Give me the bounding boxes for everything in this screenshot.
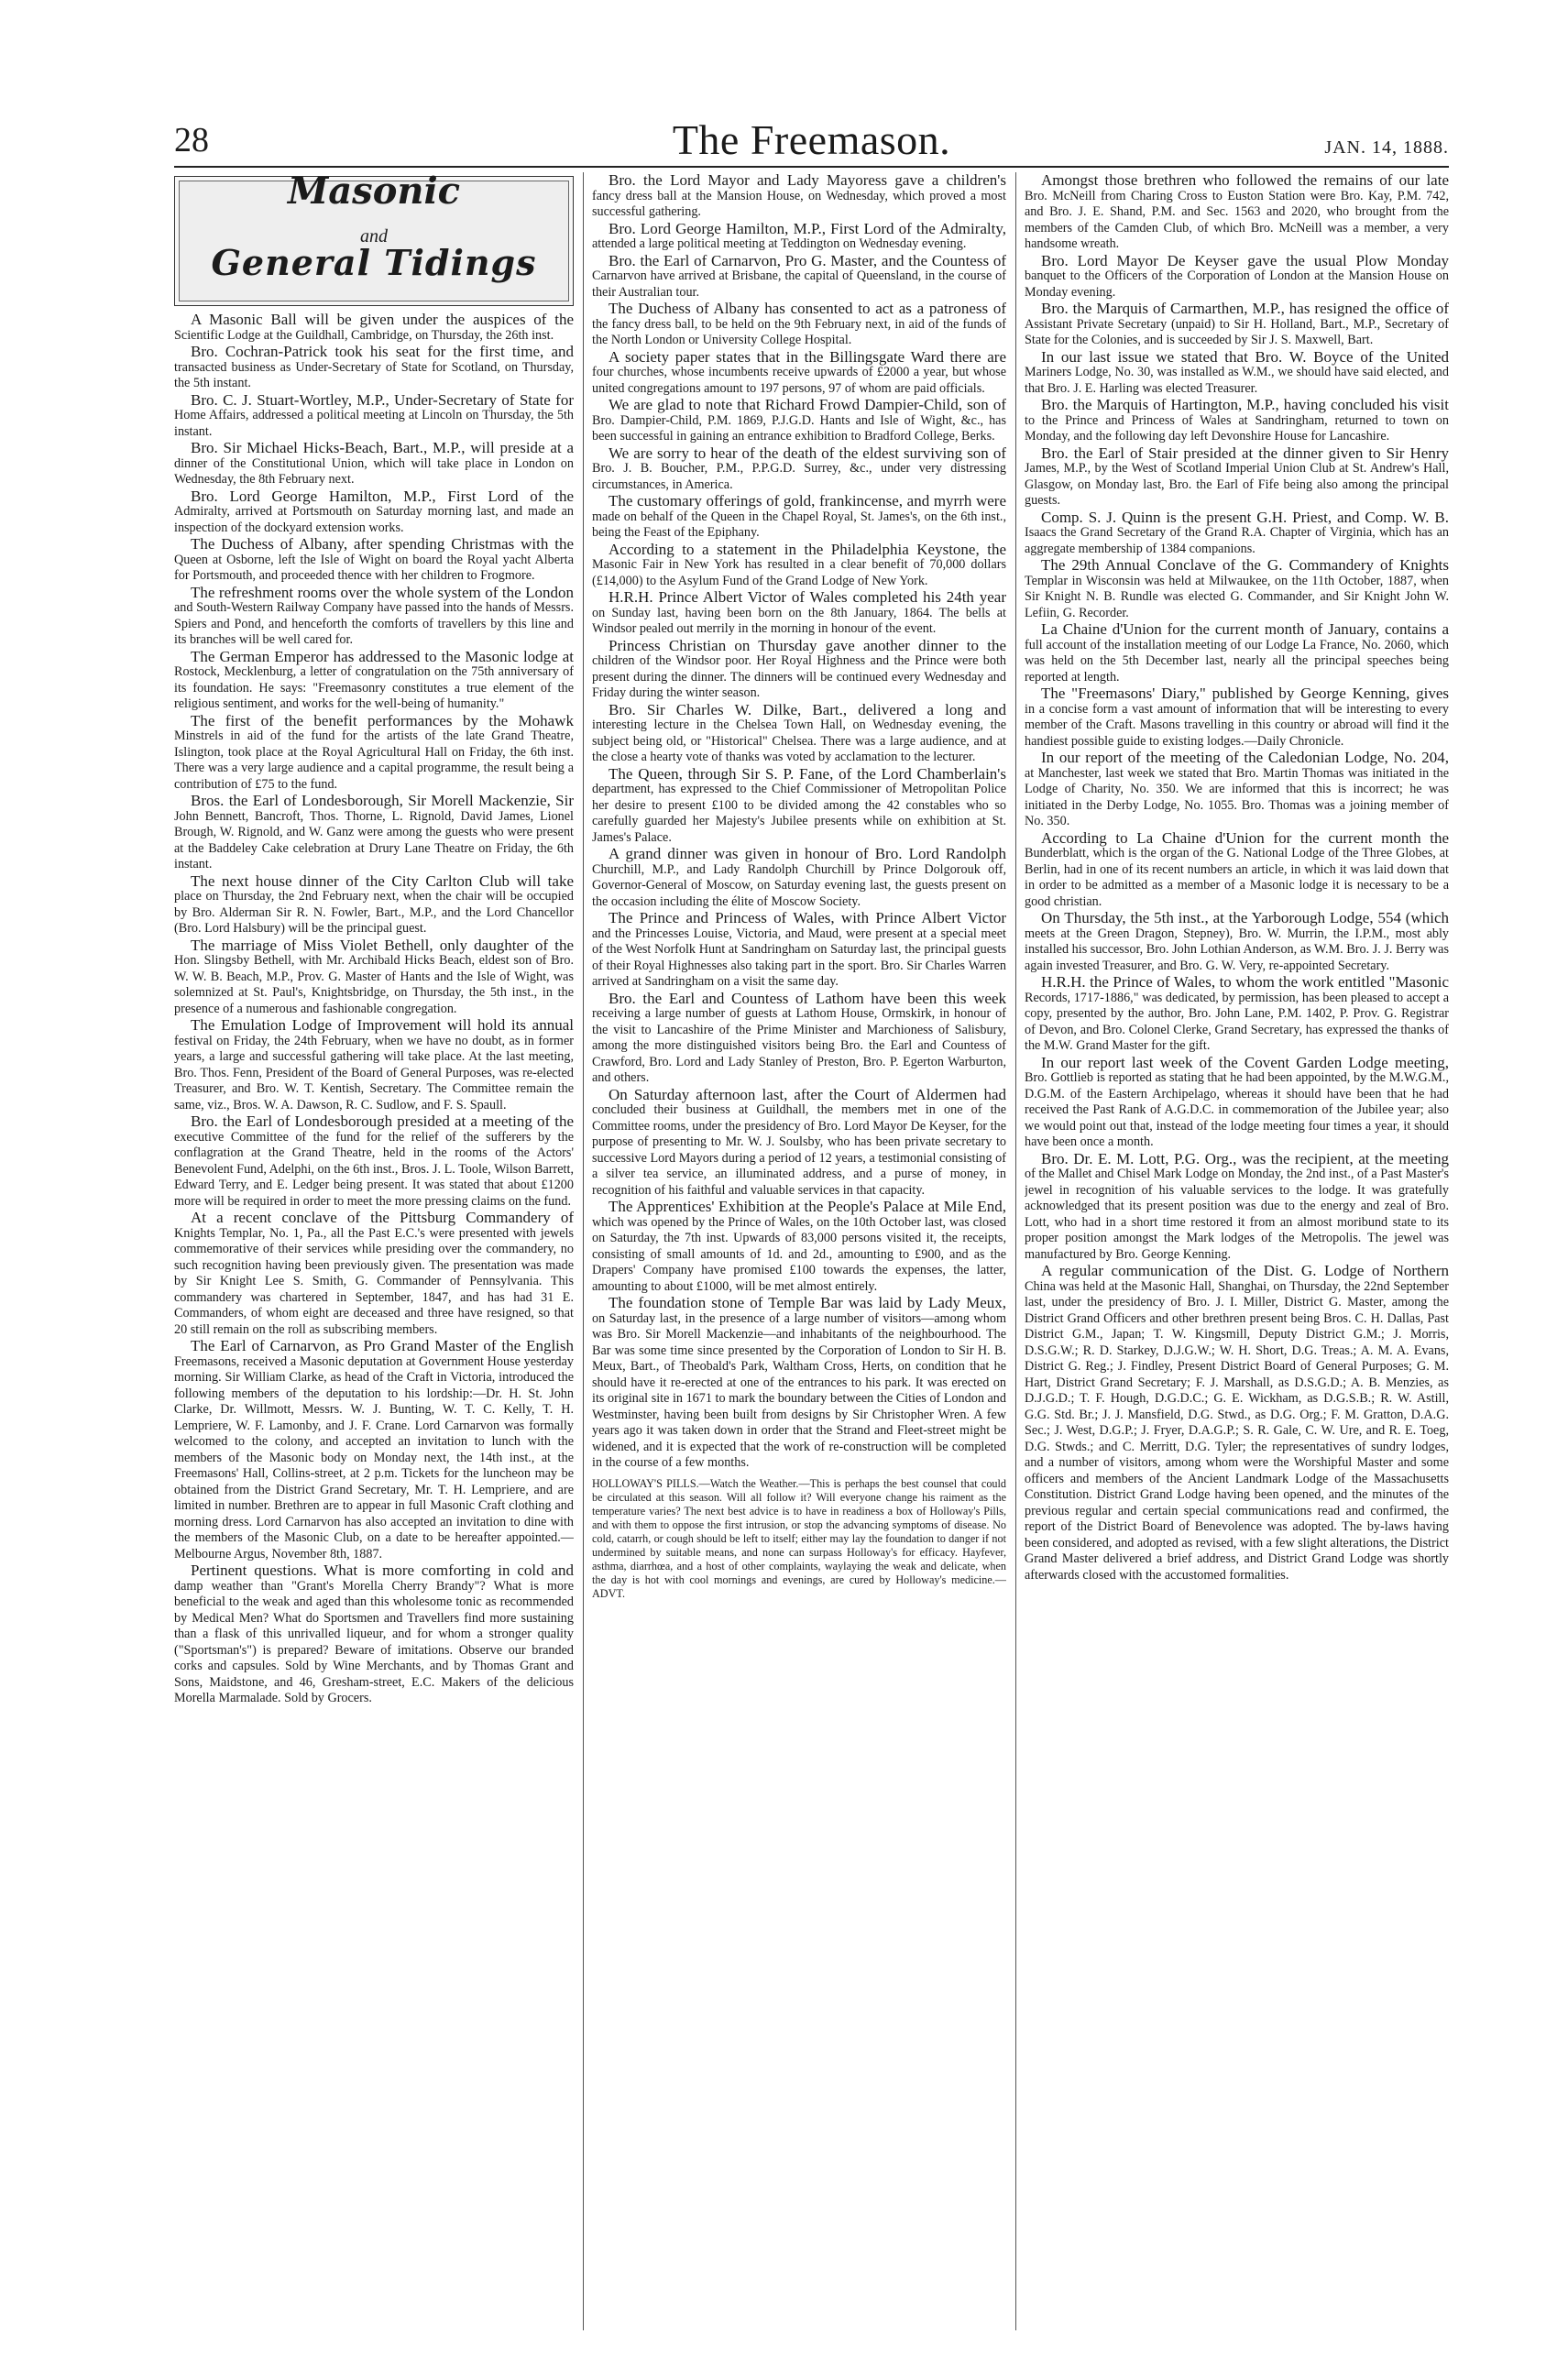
news-paragraph: The Emulation Lodge of Improvement will hold its annual festival on Friday, the 24th February, when we have no doubt, as in former years, a large and successful gathering will take place. At the last meeting, Bro. Thos. Fenn, President of the Board of General Purposes, was re-elected Treasurer, and Bro. W. T. Kentish, Secretary. The Committee remain the same, viz., Bros. W. A. Dawson, R. C. Sudlow, and F. S. Spaull. bbox=[174, 1016, 574, 1112]
news-paragraph: Bro. the Lord Mayor and Lady Mayoress gave a children's fancy dress ball at the Mansion House, on Wednesday, which proved a most successful gathering. bbox=[592, 172, 1006, 219]
news-paragraph: The "Freemasons' Diary," published by George Kenning, gives in a concise form a vast amount of information that will be interesting to every member of the Craft. Masons travelling in this country or abroad will find it the handiest possible guide to existing lodges.—Daily Chronicle. bbox=[1025, 685, 1449, 749]
news-paragraph: Princess Christian on Thursday gave another dinner to the children of the Windsor poor. Her Royal Highness and the Prince were both present during the dinner. The dinners will be continued every Wednesday and Friday during the winter season. bbox=[592, 636, 1006, 700]
news-paragraph: Pertinent questions. What is more comforting in cold and damp weather than "Grant's Morella Cherry Brandy"? What is more beneficial to the weak and aged than this wholesome tonic as recommended by Medical Men? What do Sportsmen and Travellers find more sustaining than a flask of this unrivalled liqueur, and for whom a stronger quality ("Sportsman's") is prepared? Beware of imitations. Observe our branded corks and capsules. Sold by Wine Merchants, and by Thomas Grant and Sons, Maidstone, and 46, Gresham-street, E.C. Makers of the delicious Morella Marmalade. Sold by Grocers. bbox=[174, 1562, 574, 1705]
news-paragraph: On Saturday afternoon last, after the Court of Aldermen had concluded their business at Guildhall, the members met in one of the Committee rooms, under the presidency of Bro. Lord Mayor De Keyser, for the purpose of presenting to Mr. W. J. Soulsby, who has been private secretary to successive Lord Mayors during a period of 12 years, a testimonial consisting of a silver tea service, an illuminated address, and a purse of money, in recognition of his faithful and valuable services in that capacity. bbox=[592, 1085, 1006, 1198]
news-paragraph: Bro. Cochran-Patrick took his seat for the first time, and transacted business as Under-Secretary of State for Scotland, on Thursday, the 5th instant. bbox=[174, 343, 574, 390]
news-paragraph: At a recent conclave of the Pittsburg Commandery of Knights Templar, No. 1, Pa., all the Past E.C.'s were presented with jewels commemorative of their services while presiding over the commandery, no such recognition having been previously given. The presentation was made by Sir Knight Lee S. Smith, G. Commander of Pennsylvania. This commandery was chartered in September, 1847, and has had 31 E. Commanders, of whom eight are deceased and three have resigned, so that 20 still remain on the roll as subscribing members. bbox=[174, 1209, 574, 1337]
news-paragraph: In our report last week of the Covent Garden Lodge meeting, Bro. Gottlieb is reported as stating that he had been appointed, by the M.W.G.M., D.G.M. of the Eastern Archipelago, whereas it should have been that he had received the Past Rank of A.G.D.C. in commemoration of the Jubilee year; also we would point out that, instead of the lodge meeting four times a year, it should have been once a month. bbox=[1025, 1053, 1449, 1149]
news-paragraph: Bro. C. J. Stuart-Wortley, M.P., Under-Secretary of State for Home Affairs, addressed a political meeting at Lincoln on Thursday, the 5th instant. bbox=[174, 390, 574, 439]
column-divider bbox=[1015, 172, 1016, 2330]
news-paragraph: The Duchess of Albany has consented to act as a patroness of the fancy dress ball, to be held on the 9th February next, in aid of the funds of the North London or University College Hospital. bbox=[592, 300, 1006, 347]
news-paragraph: In our last issue we stated that Bro. W. Boyce of the United Mariners Lodge, No. 30, was installed as W.M., we should have said elected, and that Bro. J. E. Harling was elected Treasurer. bbox=[1025, 347, 1449, 396]
news-paragraph: The customary offerings of gold, frankincense, and myrrh were made on behalf of the Queen in the Chapel Royal, St. James's, on the 6th inst., being the Feast of the Epiphany. bbox=[592, 492, 1006, 540]
news-paragraph: The Duchess of Albany, after spending Christmas with the Queen at Osborne, left the Isle of Wight on board the Royal yacht Alberta for Portsmouth, and proceeded thence with her children to Frogmore. bbox=[174, 535, 574, 583]
column-2-articles bbox=[592, 172, 1006, 1472]
news-paragraph: We are glad to note that Richard Frowd Dampier-Child, son of Bro. Dampier-Child, P.M. 1869, P.J.G.D. Hants and Isle of Wight, &c., has been successful in gaining an entrance exhibition to Bradford College, Berks. bbox=[592, 396, 1006, 444]
news-paragraph: A regular communication of the Dist. G. Lodge of Northern China was held at the Masonic Hall, Shanghai, on Thursday, the 22nd September last, under the presidency of Bro. J. I. Miller, District G. Master, among the District Grand Officers and other brethren present being Bros. C. H. Dallas, Past District G.M., Japan; T. W. Kingsmill, Deputy District G.M.; J. Morris, D.S.G.W.; R. D. Starkey, D.J.G.W.; W. H. Short, D.G. Treas.; A. M. A. Evans, District G. Reg.; J. Findley, Present District Board of General Purposes; G. M. Hart, District Grand Secretary; F. J. Marshall, as D.S.G.D.; A. B. Menzies, as D.J.G.D.; T. F. Hough, D.G.D.C.; G. E. Wickham, as D.G.S.B.; R. W. Astill, G.G. Std. Br.; J. J. Mansfield, D.G. Stwd., as D.G. Org.; F. M. Gratton, D.A.G. Sec.; J. West, D.G.P.; J. Fryer, D.A.G.P.; S. R. Gale, C. W. Ure, and R. E. Toeg, D.G. Stwds.; and C. Merritt, D.G. Tyler; the representatives of sundry lodges, and a number of visitors, among whom were the Worshipful Master and some officers and members of the Ancient Landmark Lodge of the Massachusetts Constitution. District Grand Lodge having been opened, and the minutes of the previous regular and certain special communications read and confirmed, the report of the District Board of Benevolence was adopted. The by-laws having been considered, and adopted as revised, with a few slight alterations, the District Grand Master delivered a brief address, and District Grand Lodge was shortly afterwards closed with the accustomed formalities. bbox=[1025, 1262, 1449, 1583]
news-paragraph: Bro. the Marquis of Carmarthen, M.P., has resigned the office of Assistant Private Secretary (unpaid) to Sir H. Holland, Bart., M.P., Secretary of State for the Colonies, and is succeeded by Sir J. S. Maxwell, Bart. bbox=[1025, 300, 1449, 347]
holloway-advert: HOLLOWAY'S PILLS.—Watch the Weather.—This is perhaps the best counsel that could be circulated at this season. Will all follow it? Will everyone change his raiment as the temperature varies? The next best advice is to have in readiness a box of Holloway's Pills, and with them to oppose the first intrusion, or stop the advancing symptoms of disease. No cold, catarrh, or cough should be left to itself; either may lay the foundation to danger if not undermined by suitable means, and none can surpass Holloway's for efficacy. Hayfever, asthma, diarrhœa, and a host of other complaints, waylaying the weak and delicate, when the day is hot with cool mornings and evenings, are cured by Holloway's medicine.—ADVT. bbox=[592, 1476, 1006, 1600]
news-paragraph: The Queen, through Sir S. P. Fane, of the Lord Chamberlain's department, has expressed to the Chief Commissioner of Metropolitan Police her desire to present £100 to be divided among the 42 constables who so carefully guarded her Majesty's Jubilee presents while on exhibition at St. James's Palace. bbox=[592, 764, 1006, 845]
news-paragraph: Bro. Lord Mayor De Keyser gave the usual Plow Monday banquet to the Officers of the Corporation of London at the Mansion House on Monday evening. bbox=[1025, 251, 1449, 300]
page-number: 28 bbox=[174, 121, 209, 159]
news-paragraph: Bro. Lord George Hamilton, M.P., First Lord of the Admiralty, arrived at Portsmouth on Saturday morning last, and made an inspection of the dockyard extension works. bbox=[174, 487, 574, 535]
column-divider bbox=[583, 172, 584, 2330]
header-rule bbox=[174, 166, 1449, 168]
column-1 bbox=[174, 172, 574, 2330]
news-paragraph: According to a statement in the Philadelphia Keystone, the Masonic Fair in New York has resulted in a clear benefit of 70,000 dollars (£14,000) to the Asylum Fund of the Grand Lodge of New York. bbox=[592, 540, 1006, 588]
banner-line-1: Masonic bbox=[287, 172, 461, 213]
news-paragraph: The first of the benefit performances by the Mohawk Minstrels in aid of the fund for the artists of the late Grand Theatre, Islington, took place at the Royal Agricultural Hall on Friday, the 6th inst. There was a very large audience and a capital programme, the result being a contribution of £75 to the fund. bbox=[174, 711, 574, 792]
news-paragraph: A Masonic Ball will be given under the auspices of the Scientific Lodge at the Guildhall, Cambridge, on Thursday, the 26th inst. bbox=[174, 311, 574, 343]
news-paragraph: Bro. Dr. E. M. Lott, P.G. Org., was the recipient, at the meeting of the Mallet and Chisel Mark Lodge on Monday, the 2nd inst., of a Past Master's jewel in recognition of his valuable services to the lodge. It was gratefully acknowledged that its present position was due to the energy and zeal of Bro. Lott, who had in a short time restored it from an almost moribund state to its proper position amongst the Mark lodges of the Metropolis. The jewel was manufactured by Bro. George Kenning. bbox=[1025, 1149, 1449, 1262]
news-paragraph: Bro. the Earl of Londesborough presided at a meeting of the executive Committee of the fund for the relief of the sufferers by the conflagration at the Grand Theatre, held in the rooms of the Actors' Benevolent Fund, Adelphi, on the 6th inst., Bros. J. L. Toole, Wilson Barrett, Edward Terry, and E. Ledger being present. It was stated that about £1200 more will be required in order to meet the more pressing claims on the fund. bbox=[174, 1112, 574, 1209]
news-paragraph: We are sorry to hear of the death of the eldest surviving son of Bro. J. B. Boucher, P.M., P.P.G.D. Surrey, &c., under very distressing circumstances, in America. bbox=[592, 444, 1006, 492]
news-paragraph: H.R.H. Prince Albert Victor of Wales completed his 24th year on Sunday last, having been born on the 8th January, 1864. The bells at Windsor pealed out merrily in the morning in honour of the event. bbox=[592, 588, 1006, 636]
news-paragraph: La Chaine d'Union for the current month of January, contains a full account of the installation meeting of our Lodge La France, No. 2060, which was held on the 5th December last, nearly all the principal speeches being reported at length. bbox=[1025, 620, 1449, 685]
news-paragraph: The next house dinner of the City Carlton Club will take place on Thursday, the 2nd February next, when the chair will be occupied by Bro. Alderman Sir R. N. Fowler, Bart., M.P., and the Lord Chancellor (Bro. Lord Halsbury) will be the principal guest. bbox=[174, 871, 574, 936]
column-2 bbox=[592, 172, 1006, 2330]
news-paragraph: Amongst those brethren who followed the remains of our late Bro. McNeill from Charing Cross to Euston Station were Bro. Kay, P.M. 742, and Bro. J. E. Shand, P.M. and Sec. 1563 and 2020, who brought from the members of the Camden Club, of which Bro. McNeill was a member, a very handsome wreath. bbox=[1025, 172, 1449, 251]
news-paragraph: Bro. Sir Michael Hicks-Beach, Bart., M.P., will preside at a dinner of the Constitutional Union, which will take place in London on Wednesday, the 8th February next. bbox=[174, 439, 574, 487]
news-paragraph: The Apprentices' Exhibition at the People's Palace at Mile End, which was opened by the Prince of Wales, on the 10th October last, was closed on Saturday, the 7th inst. Upwards of 83,000 persons visited it, the receipts, consisting of small amounts of 1d. and 2d., amounting to £900, and as the Drapers' Company have promised £100 towards the expenses, the latter, amounting to about £1000, will be met almost entirely. bbox=[592, 1198, 1006, 1294]
news-paragraph: Bro. the Earl of Stair presided at the dinner given to Sir Henry James, M.P., by the West of Scotland Imperial Union Club at St. Andrew's Hall, Glasgow, on Monday last, Bro. the Earl of Fife being also among the principal guests. bbox=[1025, 444, 1449, 508]
news-paragraph: On Thursday, the 5th inst., at the Yarborough Lodge, 554 (which meets at the Green Dragon, Stepney), Bro. W. Murrin, the I.P.M., most ably installed his successor, Bro. John Lothian Anderson, as W.M. Bro. J. J. Berry was again invested Treasurer, and Bro. G. W. Very, re-appointed Secretary. bbox=[1025, 909, 1449, 973]
news-paragraph: The 29th Annual Conclave of the G. Commandery of Knights Templar in Wisconsin was held at Milwaukee, on the 11th October, 1887, when Sir Knight N. B. Rundle was elected G. Commander, and Sir Knight John W. Lefiin, G. Recorder. bbox=[1025, 556, 1449, 620]
news-paragraph: Bro. the Earl of Carnarvon, Pro G. Master, and the Countess of Carnarvon have arrived at Brisbane, the capital of Queensland, in the course of their Australian tour. bbox=[592, 251, 1006, 300]
news-paragraph: Bro. the Earl and Countess of Lathom have been this week receiving a large number of guests at Lathom House, Ormskirk, in honour of the visit to Lancashire of the Prime Minister and Marchioness of Salisbury, among the more distinguished visitors being Bro. the Earl and Countess of Crawford, Bro. Lord and Lady Stanley of Preston, Bro. P. Egerton Warburton, and others. bbox=[592, 989, 1006, 1085]
publication-title: The Freemason. bbox=[672, 116, 951, 163]
news-paragraph: The German Emperor has addressed to the Masonic lodge at Rostock, Mecklenburg, a letter of congratulation on the 75th anniversary of its foundation. He says: "Freemasonry constitutes a true element of the religious sentiment, and works for the well-being of humanity." bbox=[174, 647, 574, 711]
section-banner bbox=[174, 172, 574, 306]
news-paragraph: The Prince and Princess of Wales, with Prince Albert Victor and the Princesses Louise, Victoria, and Maud, were present at a special meet of the West Norfolk Hunt at Sandringham on Saturday last, the principal guests of their Royal Highnesses also taking part in the sport. Bro. Sir Charles Warren arrived at Sandringham on a visit the same day. bbox=[592, 909, 1006, 989]
news-paragraph: The foundation stone of Temple Bar was laid by Lady Meux, on Saturday last, in the presence of a large number of visitors—among whom was Bro. Sir Morell Mackenzie—and inhabitants of the neighbourhood. The Bar was some time since presented by the Corporation of London to Sir H. B. Meux, Bart., of Theobald's Park, Waltham Cross, Herts, on condition that he should have it re-erected at one of the entrances to his park. It was erected on its original site in 1671 to mark the boundary between the Cities of London and Westminster, having been built from designs by Sir Christopher Wren. A few years ago it was taken down in order that the Strand and Fleet-street might be widened, and it is expected that the work of re-construction will be completed in the course of a few months. bbox=[592, 1294, 1006, 1470]
column-3-articles bbox=[1025, 172, 1449, 1583]
news-paragraph: Bros. the Earl of Londesborough, Sir Morell Mackenzie, Sir John Bennett, Bancroft, Thos. Thorne, L. Rignold, David James, Lionel Brough, W. Rignold, and W. Ganz were among the guests who were present at the Baddeley Cake celebration at Drury Lane Theatre on Friday, the 6th instant. bbox=[174, 792, 574, 871]
column-3 bbox=[1025, 172, 1449, 2330]
column-1-articles bbox=[174, 312, 574, 1707]
news-paragraph: Bro. the Marquis of Hartington, M.P., having concluded his visit to the Prince and Princess of Wales at Sandringham, returned to town on Monday, and the following day left Devonshire House for Lancashire. bbox=[1025, 396, 1449, 444]
news-paragraph: Bro. Lord George Hamilton, M.P., First Lord of the Admiralty, attended a large political meeting at Teddington on Wednesday evening. bbox=[592, 219, 1006, 251]
news-paragraph: A society paper states that in the Billingsgate Ward there are four churches, whose incumbents receive upwards of £2000 a year, but whose united congregations amount to 197 persons, 97 of whom are paid officials. bbox=[592, 347, 1006, 396]
news-paragraph: In our report of the meeting of the Caledonian Lodge, No. 204, at Manchester, last week we stated that Bro. Martin Thomas was initiated in the Lodge of Charity, No. 350. We are informed that this is incorrect; he was initiated in the Derby Lodge, No. 1055. Bro. Thomas was a joining member of No. 350. bbox=[1025, 749, 1449, 828]
banner-line-3: General Tidings bbox=[211, 242, 537, 283]
page-header bbox=[174, 115, 1449, 166]
news-paragraph: The refreshment rooms over the whole system of the London and South-Western Railway Company have passed into the hands of Messrs. Spiers and Pond, and henceforth the comforts of travellers by this line and its branches will be well cared for. bbox=[174, 583, 574, 647]
news-paragraph: Bro. Sir Charles W. Dilke, Bart., delivered a long and interesting lecture in the Chelsea Town Hall, on Wednesday evening, the subject being old, or "Historical" Chelsea. There was a large audience, and at the close a hearty vote of thanks was voted by acclamation to the lecturer. bbox=[592, 700, 1006, 764]
banner-line-2: and bbox=[360, 226, 388, 247]
news-paragraph: According to La Chaine d'Union for the current month the Bunderblatt, which is the organ of the G. National Lodge of the Three Globes, at Berlin, had in one of its recent numbers an article, in which it was laid down that in order to be admitted as a member of a Masonic lodge it is necessary to be a good christian. bbox=[1025, 828, 1449, 909]
news-paragraph: Comp. S. J. Quinn is the present G.H. Priest, and Comp. W. B. Isaacs the Grand Secretary of the Grand R.A. Chapter of Virginia, which has an aggregate membership of 1384 companions. bbox=[1025, 508, 1449, 556]
banner-frame bbox=[179, 172, 569, 301]
issue-date: JAN. 14, 1888. bbox=[1324, 137, 1449, 158]
news-paragraph: The Earl of Carnarvon, as Pro Grand Master of the English Freemasons, received a Masonic deputation at Government House yesterday morning. Sir William Clarke, as head of the Craft in Victoria, introduced the following members of the deputation to his lordship:—Dr. H. St. John Clarke, Dr. Willmott, Messrs. W. J. Bunting, W. T. C. Kelly, T. H. Lempriere, W. F. Lamonby, and J. F. Crane. Lord Carnarvon was formally welcomed to the colony, and accepted an invitation to lunch with the members of the Masonic body on Monday next, the 14th inst., at the Freemasons' Hall, Collins-street, at 2 p.m. Tickets for the luncheon may be obtained from the District Grand Secretary, Mr. T. H. Lempriere, and are limited in number. Brethren are to appear in full Masonic Craft clothing and morning dress. Lord Carnarvon has also accepted an invitation to dine with the members of the Masonic Club, on a date to be hereafter appointed.—Melbourne Argus, November 8th, 1887. bbox=[174, 1337, 574, 1562]
news-paragraph: A grand dinner was given in honour of Bro. Lord Randolph Churchill, M.P., and Lady Randolph Churchill by Prince Dolgorouk off, Governor-General of Moscow, on Saturday evening last, the guests present on the occasion including the élite of Moscow Society. bbox=[592, 845, 1006, 909]
news-paragraph: H.R.H. the Prince of Wales, to whom the work entitled "Masonic Records, 1717-1886," was dedicated, by permission, has been pleased to accept a copy, presented by the author, Bro. John Lane, P.M. 1402, P. Prov. G. Registrar of Devon, and Bro. Colonel Clerke, Grand Secretary, has expressed the thanks of the M.W. Grand Master for the gift. bbox=[1025, 973, 1449, 1053]
news-paragraph: The marriage of Miss Violet Bethell, only daughter of the Hon. Slingsby Bethell, with Mr. Archibald Hicks Beach, eldest son of Bro. W. W. B. Beach, M.P., Prov. G. Master of Hants and the Isle of Wight, was solemnized at St. Paul's, Knightsbridge, on Thursday, the 5th inst., in the presence of a numerous and fashionable congregation. bbox=[174, 936, 574, 1016]
